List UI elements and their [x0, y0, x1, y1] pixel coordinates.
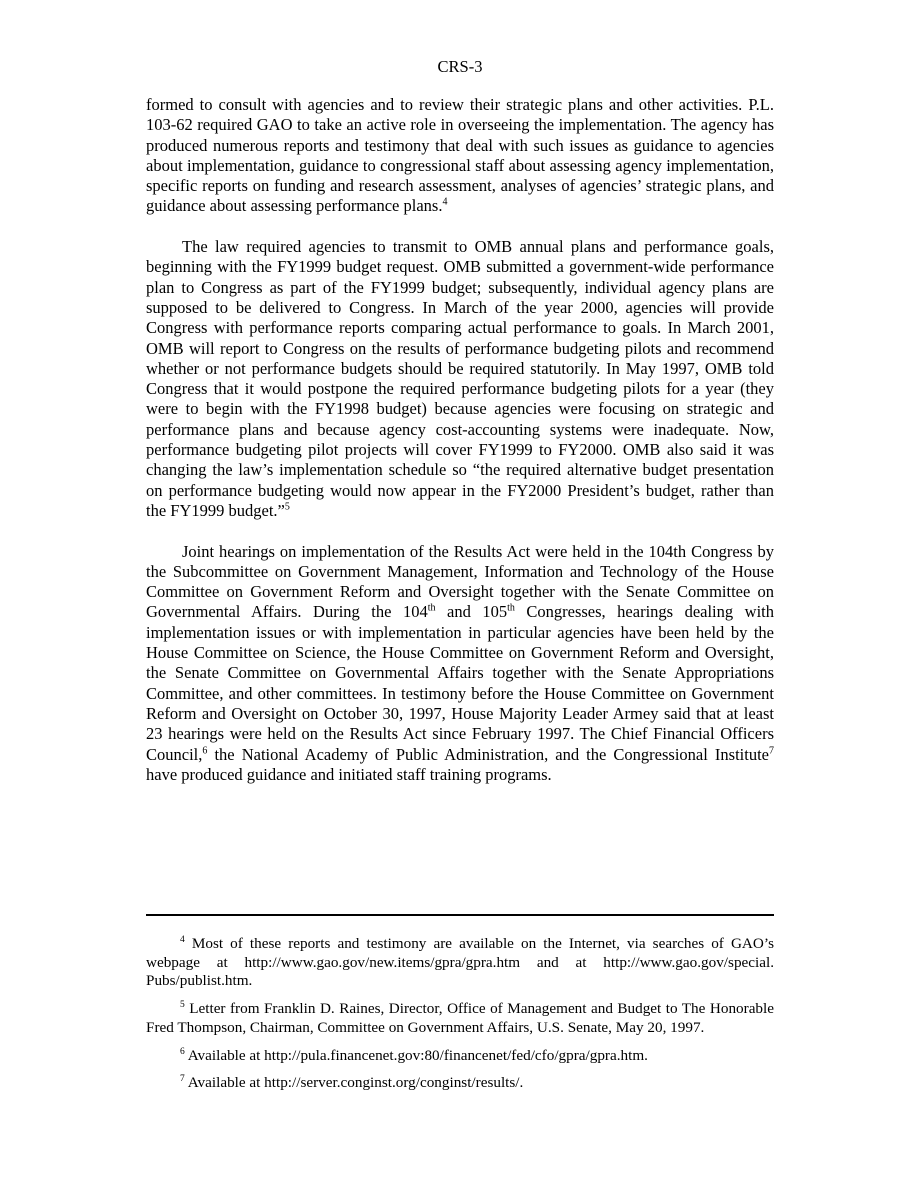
footnote-number: 6 [180, 1046, 185, 1057]
paragraph-3-text-d: the National Academy of Public Administration, and the Congressional Institute [207, 744, 769, 764]
footnotes [146, 935, 774, 1102]
ordinal-suffix: th [427, 602, 436, 614]
footnote-ref-5[interactable]: 5 [284, 501, 290, 513]
paragraph-2-text: The law required agencies to transmit to OMB annual plans and performance goals, beginning with the FY1999 budget request. OMB submitted a government-wide performance plan to Congress as part of the FY1999 budget; subsequently, individual agency plans are supposed to be delivered to Congress. In March of the year 2000, agencies will provide Congress with performance reports comparing actual performance to goals. In March 2001, OMB will report to Congress on the results of performance budgeting pilots and recommend whether or not performance budgets should be required statutorily. In May 1997, OMB told Congress that it would postpone the required performance budgeting pilots for a year (they were to begin with the FY1998 budget) because agencies were focusing on strategic and performance plans and because agency cost-accounting systems were inadequate. Now, performance budgeting pilot projects will cover FY1999 to FY2000. OMB also said it was changing the law’s implementation schedule so “the required alternative budget presentation on performance budgeting would now appear in the FY2000 President’s budget, rather than the FY1999 budget.” [146, 237, 774, 520]
footnote-7 [146, 1074, 774, 1093]
footnote-ref-7[interactable]: 7 [769, 745, 774, 756]
paragraph-1-text: formed to consult with agencies and to review their strategic plans and other activities. P.L. 103-62 required GAO to take an active role in overseeing the implementation. The agency has produced numerous reports and testimony that deal with such issues as guidance to agencies about implementation, guidance to congressional staff about assessing agency implementation, specific reports on funding and research assessment, analyses of agencies’ strategic plans, and guidance about assessing performance plans. [146, 95, 774, 216]
footnote-number: 4 [180, 934, 185, 945]
page-header: CRS-3 [437, 57, 483, 76]
footnote-separator [146, 914, 774, 916]
paragraph-3-text-a: Joint hearings on implementation of the Results Act were held in the 104th Congress by the Subcommittee on Government Management, Information and Technology of the House Committee on Government Reform and Oversight together with the Senate Committee on Governmental Affairs. During the 104 [146, 541, 774, 622]
footnote-text: Available at http://server.conginst.org/conginst/results/. [184, 1074, 524, 1092]
footnote-6 [146, 1047, 774, 1066]
paragraph-2 [146, 237, 774, 521]
footnote-number: 7 [180, 1074, 185, 1085]
footnote-text: Available at http://pula.financenet.gov:80/financenet/fed/cfo/gpra/gpra.htm. [184, 1046, 648, 1064]
paragraph-3-text-e: have produced guidance and initiated staff training programs. [146, 764, 552, 784]
paragraph-3-text-b: and 105 [435, 602, 508, 622]
ordinal-suffix: th [507, 602, 515, 614]
footnote-4 [146, 935, 774, 991]
footnote-ref-4[interactable]: 4 [442, 196, 448, 208]
paragraph-3 [146, 542, 774, 786]
footnote-text: Most of these reports and testimony are available on the Internet, via searches of GAO’s webpage at http://www.gao.gov/new.items/gpra/gpra.htm and at http://www.gao.gov/special. Pubs/publist.htm. [146, 935, 774, 990]
body-text [146, 95, 774, 805]
paragraph-1 [146, 95, 774, 217]
footnote-text: Letter from Franklin D. Raines, Director, Office of Management and Budget to The Honorable Fred Thompson, Chairman, Committee on Government Affairs, U.S. Senate, May 20, 1997. [146, 1000, 774, 1036]
paragraph-3-text-c: Congresses, hearings dealing with implementation issues or with implementation in particular agencies have been held by the House Committee on Science, the House Committee on Government Reform and Oversight, the Senate Committee on Governmental Affairs together with the Senate Appropriations Committee, and other committees. In testimony before the House Committee on Government Reform and Oversight on October 30, 1997, House Majority Leader Armey said that at least 23 hearings were held on the Results Act since February 1997. The Chief Financial Officers Council, [146, 602, 774, 764]
footnote-number: 5 [180, 1000, 185, 1011]
footnote-ref-6[interactable]: 6 [202, 745, 208, 756]
footnote-5 [146, 1000, 774, 1037]
